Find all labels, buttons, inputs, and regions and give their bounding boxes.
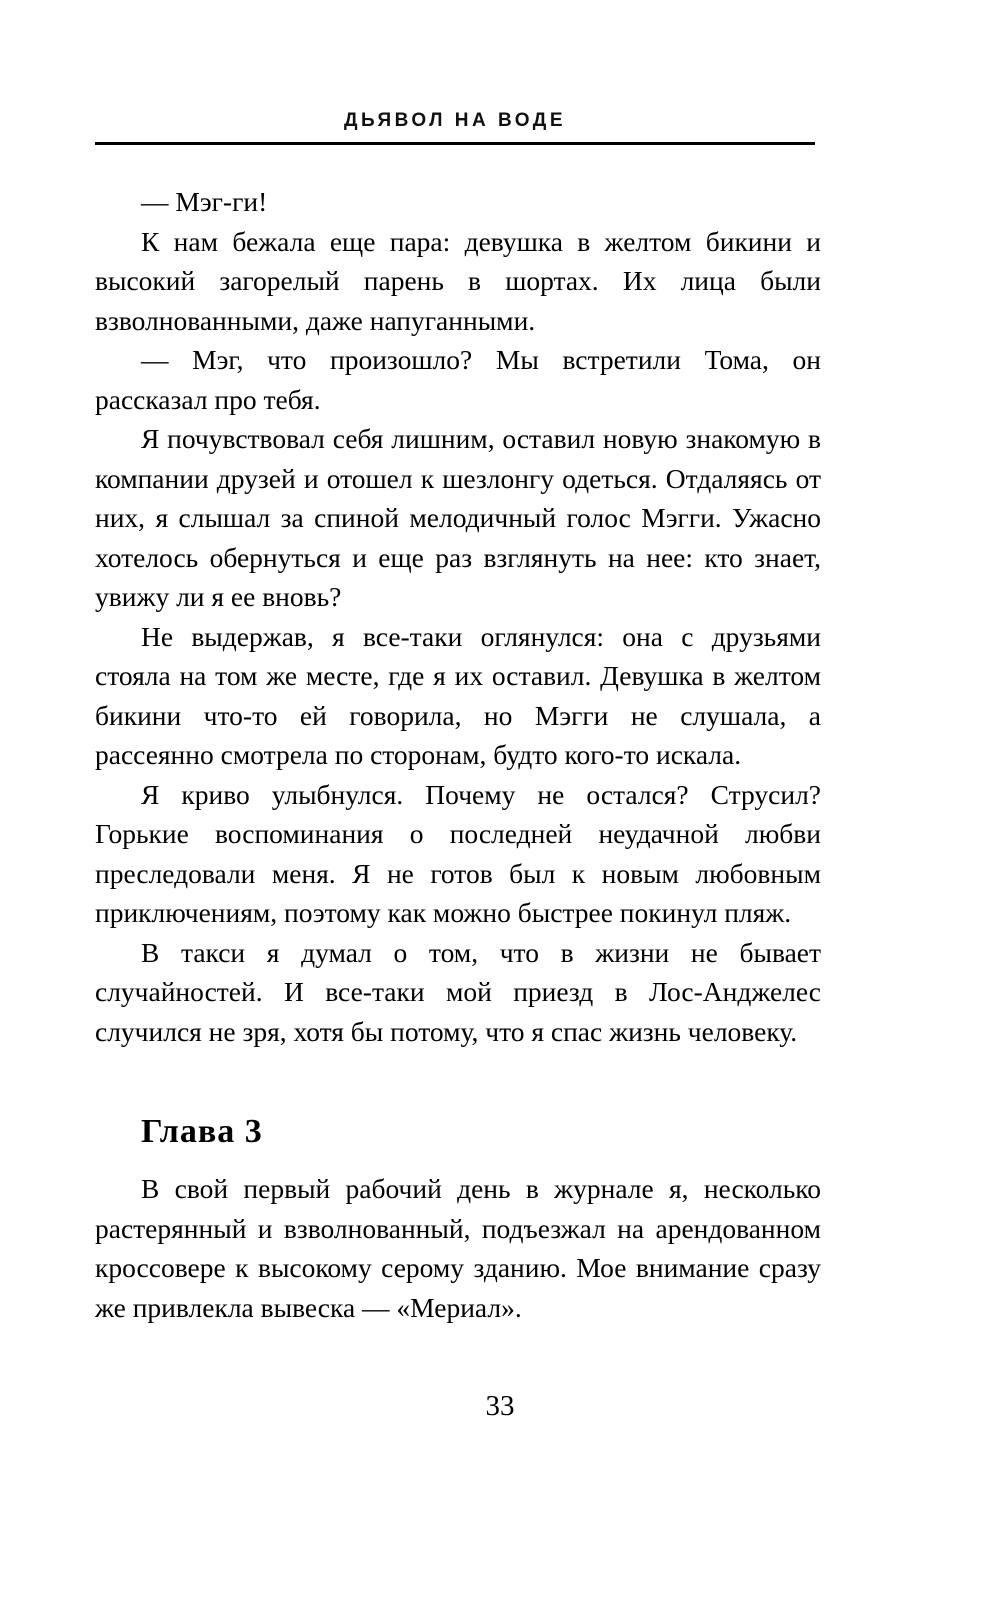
paragraph: — Мэг-ги!	[141, 186, 268, 217]
page-header	[95, 110, 815, 145]
paragraph: Я почувствовал себя лишним, оставил новую знакомую в компании друзей и отошел к шезлонгу одеться. Отдаляясь от них, я слышал за спиной мелодичный голос Мэгги. Ужасно хотелось обернуться и еще раз взглянуть на нее: кто знает, увижу ли я ее вновь?	[95, 423, 821, 612]
paragraph: — Мэг, что произошло? Мы встретили Тома, он рассказал про тебя.	[95, 344, 821, 415]
chapter-heading: Глава 3	[141, 1113, 263, 1150]
running-head: ДЬЯВОЛ НА ВОДЕ	[344, 110, 566, 131]
paragraph: В свой первый рабочий день в журнале я, несколько растерянный и взволнованный, подъезжал на арендованном кроссовере к высокому серому зданию. Мое внимание сразу же привлекла вывеска — «Мериал».	[95, 1173, 821, 1323]
paragraph: В такси я думал о том, что в жизни не бывает случайностей. И все-таки мой приезд в Лос-Анджелес случился не зря, хотя бы потому, что я спас жизнь человеку.	[95, 936, 821, 1047]
paragraph: К нам бежала еще пара: девушка в желтом бикини и высокий загорелый парень в шортах. Их лица были взволнованными, даже напуганными.	[95, 225, 821, 336]
paragraph: Не выдержав, я все-таки оглянулся: она с друзьями стояла на том же месте, где я их оставил. Девушка в желтом бикини что-то ей говорила, но Мэгги не слушала, а рассеянно смотрела по сторонам, будто кого-то искала.	[95, 620, 821, 770]
paragraph: Я криво улыбнулся. Почему не остался? Струсил? Горькие воспоминания о последней неудачной любви преследовали меня. Я не готов был к новым любовным приключениям, поэтому как можно быстрее покинул пляж.	[95, 778, 821, 928]
page-number: 33	[485, 1390, 515, 1422]
page-body	[95, 182, 821, 1327]
header-divider	[95, 142, 815, 145]
